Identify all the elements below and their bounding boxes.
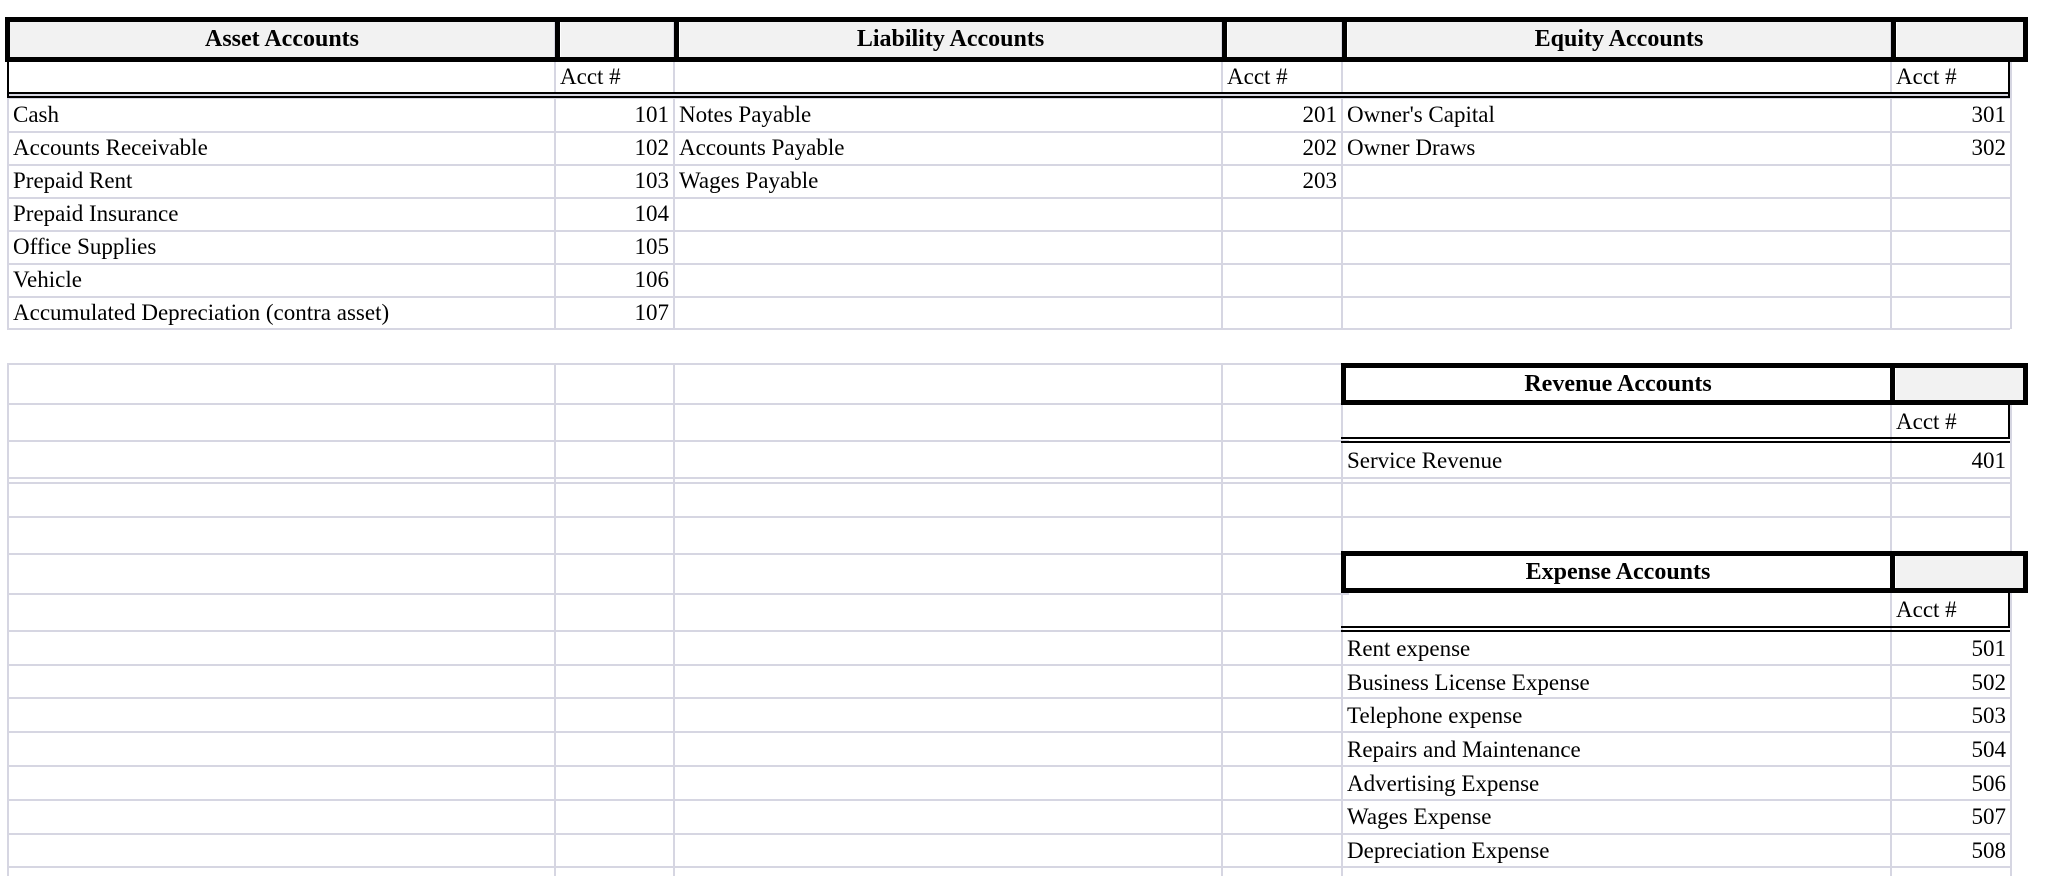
grid-line bbox=[7, 765, 1349, 767]
border bbox=[2008, 593, 2010, 627]
expense-account-name: Business License Expense bbox=[1347, 669, 1590, 695]
grid-line bbox=[1349, 477, 2010, 479]
grid-line bbox=[7, 477, 1349, 479]
asset-acct-label: Acct # bbox=[560, 64, 621, 89]
asset-account-number: 102 bbox=[634, 135, 669, 160]
asset-acct-header-cell bbox=[561, 22, 673, 57]
header-separator bbox=[1890, 551, 1895, 593]
grid-line bbox=[7, 363, 1349, 365]
equity-account-name: Owner Draws bbox=[1347, 135, 1476, 160]
double-rule bbox=[1341, 626, 2010, 628]
grid-line bbox=[7, 363, 9, 876]
grid-line bbox=[554, 363, 556, 876]
grid-line bbox=[7, 664, 1349, 666]
asset-account-name: Vehicle bbox=[13, 267, 82, 292]
grid-line bbox=[7, 866, 1349, 868]
revenue-account-number: 401 bbox=[1971, 447, 2006, 473]
asset-account-number: 107 bbox=[634, 300, 669, 325]
header-separator bbox=[674, 17, 679, 62]
expense-account-number: 508 bbox=[1971, 837, 2006, 863]
asset-account-number: 101 bbox=[634, 102, 669, 127]
double-rule bbox=[1341, 437, 2010, 439]
liability-acct-header-cell bbox=[1228, 22, 1341, 57]
expense-account-name: Repairs and Maintenance bbox=[1347, 737, 1581, 763]
revenue-accounts-title: Revenue Accounts bbox=[1346, 368, 1890, 400]
header-separator bbox=[1891, 17, 1896, 62]
asset-account-name: Office Supplies bbox=[13, 234, 157, 259]
asset-account-name: Prepaid Insurance bbox=[13, 201, 179, 226]
asset-account-number: 103 bbox=[634, 168, 669, 193]
grid-line bbox=[2010, 363, 2012, 876]
border bbox=[2008, 405, 2010, 439]
grid-line bbox=[7, 553, 1349, 555]
asset-account-name: Accumulated Depreciation (contra asset) bbox=[13, 300, 390, 325]
grid-line bbox=[1349, 516, 2010, 518]
expense-acct-label: Acct # bbox=[1896, 597, 1957, 622]
grid-line bbox=[7, 593, 1349, 595]
equity-account-number: 302 bbox=[1971, 135, 2006, 160]
grid-line bbox=[7, 440, 1349, 442]
expense-account-name: Depreciation Expense bbox=[1347, 837, 1550, 863]
expense-account-number: 503 bbox=[1971, 703, 2006, 729]
asset-account-name: Prepaid Rent bbox=[13, 168, 133, 193]
expense-account-number: 502 bbox=[1971, 669, 2006, 695]
grid-line bbox=[7, 516, 1349, 518]
asset-account-number: 106 bbox=[634, 267, 669, 292]
header-separator bbox=[1890, 363, 1895, 405]
grid-line bbox=[673, 363, 675, 876]
liability-account-name: Accounts Payable bbox=[679, 135, 845, 160]
grid-line bbox=[2010, 20, 2012, 329]
revenue-acct-label: Acct # bbox=[1896, 409, 1957, 434]
grid-line bbox=[1341, 20, 1343, 329]
expense-account-name: Advertising Expense bbox=[1347, 770, 1540, 796]
expense-account-name: Wages Expense bbox=[1347, 804, 1492, 830]
revenue-acct-header-cell bbox=[1896, 368, 2023, 400]
header-separator bbox=[555, 17, 560, 62]
expense-account-number: 506 bbox=[1971, 770, 2006, 796]
expense-account-number: 507 bbox=[1971, 804, 2006, 830]
asset-account-name: Cash bbox=[13, 102, 59, 127]
grid-line bbox=[7, 833, 1349, 835]
expense-account-name: Rent expense bbox=[1347, 636, 1471, 662]
double-rule bbox=[7, 92, 2010, 94]
equity-acct-header-cell bbox=[1897, 22, 2023, 57]
liability-account-number: 203 bbox=[1302, 168, 1337, 193]
grid-line bbox=[7, 697, 1349, 699]
liability-account-name: Wages Payable bbox=[679, 168, 819, 193]
asset-accounts-title: Asset Accounts bbox=[10, 22, 554, 57]
border bbox=[7, 60, 9, 96]
asset-account-name: Accounts Receivable bbox=[13, 135, 208, 160]
equity-accounts-title: Equity Accounts bbox=[1348, 22, 1890, 57]
header-separator bbox=[1222, 17, 1227, 62]
asset-account-number: 105 bbox=[634, 234, 669, 259]
liability-account-number: 202 bbox=[1302, 135, 1337, 160]
expense-accounts-title: Expense Accounts bbox=[1346, 556, 1890, 588]
grid-line bbox=[1221, 363, 1223, 876]
liability-account-name: Notes Payable bbox=[679, 102, 812, 127]
expense-account-name: Telephone expense bbox=[1347, 703, 1523, 729]
grid-line bbox=[7, 482, 1349, 484]
expense-account-number: 501 bbox=[1971, 636, 2006, 662]
equity-account-number: 301 bbox=[1971, 102, 2006, 127]
grid-line bbox=[7, 799, 1349, 801]
liability-accounts-title: Liability Accounts bbox=[680, 22, 1221, 57]
header-separator bbox=[1342, 17, 1347, 62]
asset-account-number: 104 bbox=[634, 201, 669, 226]
revenue-account-name: Service Revenue bbox=[1347, 447, 1503, 473]
liability-acct-label: Acct # bbox=[1227, 64, 1288, 89]
border bbox=[2008, 60, 2010, 96]
liability-account-number: 201 bbox=[1302, 102, 1337, 127]
expense-acct-header-cell bbox=[1896, 556, 2023, 588]
grid-line bbox=[1349, 482, 2010, 484]
equity-account-name: Owner's Capital bbox=[1347, 102, 1495, 127]
grid-line bbox=[7, 630, 1349, 632]
grid-line bbox=[7, 731, 1349, 733]
expense-account-number: 504 bbox=[1971, 737, 2006, 763]
equity-acct-label: Acct # bbox=[1896, 64, 1957, 89]
grid-line bbox=[7, 403, 1349, 405]
